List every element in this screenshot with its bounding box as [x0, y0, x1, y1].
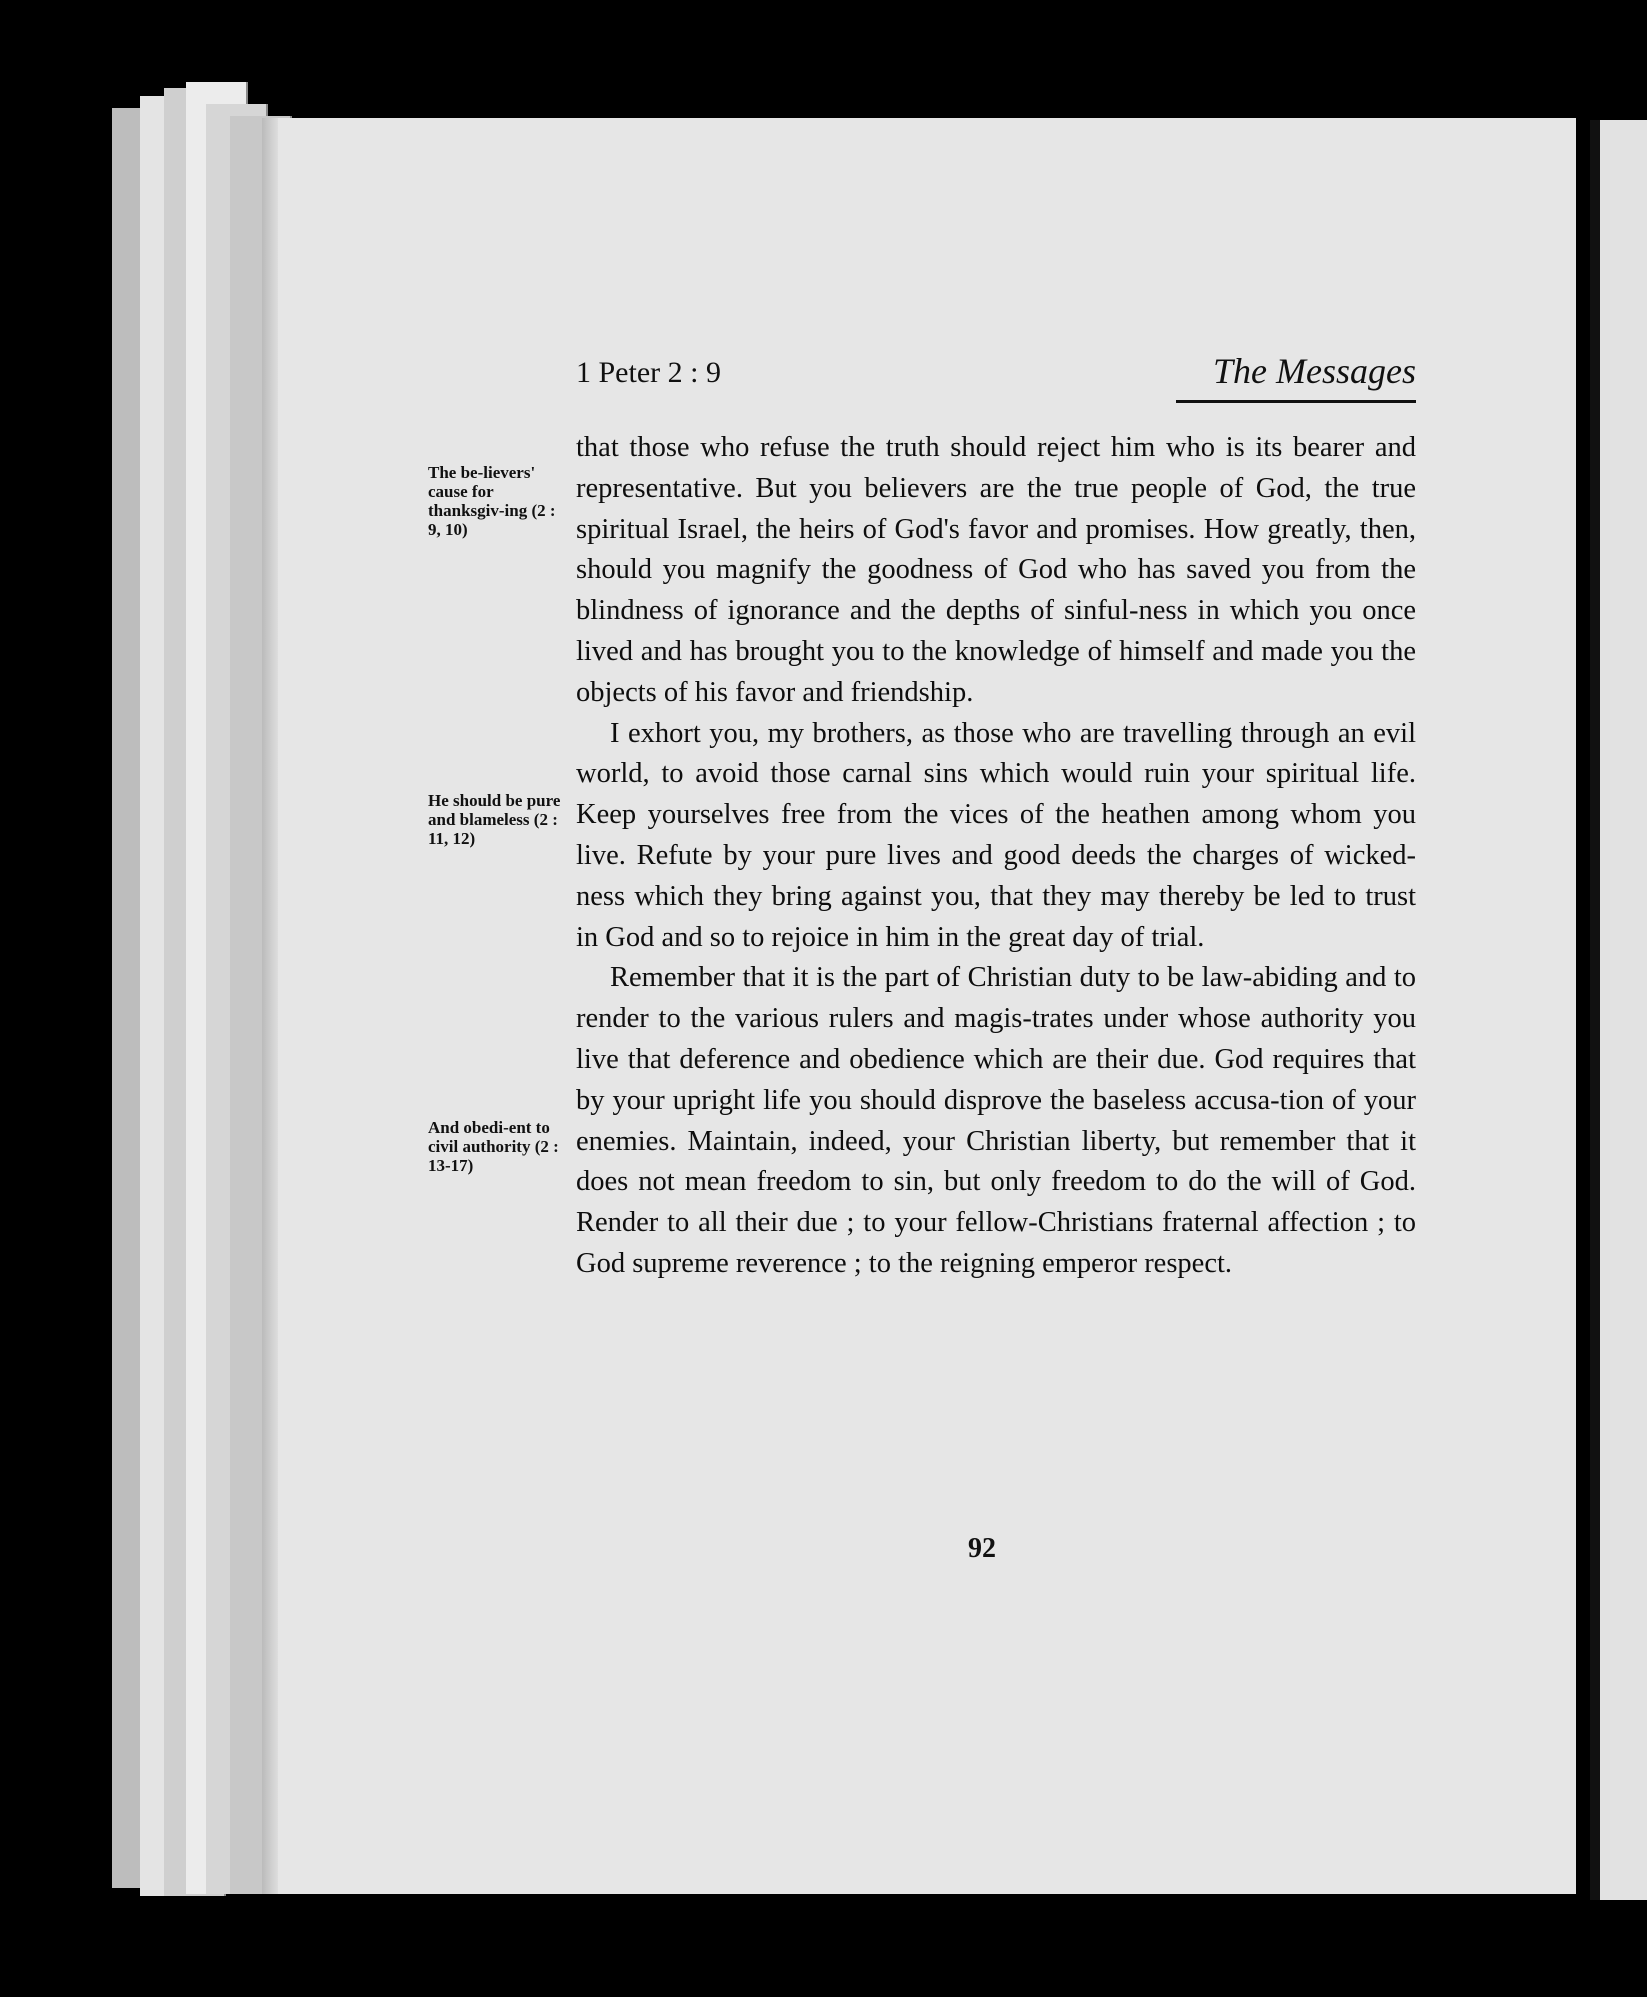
book-page [278, 118, 1576, 1894]
facing-page-edge [1590, 120, 1647, 1900]
body-text [576, 428, 1416, 1285]
margin-note: The be-lievers' cause for thanksgiv-ing (2 : 9, 10) [428, 463, 556, 539]
margin-note: And obedi-ent to civil authority (2 : 13-17) [428, 1118, 559, 1175]
page-number: 92 [968, 1533, 996, 1564]
paragraph: Remember that it is the part of Christian duty to be law-abiding and to render to the various rulers and magis-trates under whose authority you live that deference and obedience which are their due. God requires that by your upright life you should disprove the baseless accusa-tion of your enemies. Maintain, indeed, your Christian liberty, but remember that it does not mean freedom to sin, but only freedom to do the will of God. Render to all their due ; to your fellow-Christians fraternal affection ; to God supreme reverence ; to the reigning emperor respect. [576, 962, 1416, 1279]
paragraph: I exhort you, my brothers, as those who are travelling through an evil world, to avoid those carnal sins which would ruin your spiritual life. Keep yourselves free from the vices of the heathen among whom you live. Refute by your pure lives and good deeds the charges of wicked-ness which they bring against you, that they may thereby be led to trust in God and so to rejoice in him in the great day of trial. [576, 717, 1416, 953]
running-head-title: The Messages [1176, 350, 1416, 403]
paragraph: that those who refuse the truth should reject him who is its bearer and representative. But you believers are the true people of God, the true spiritual Israel, the heirs of God's favor and promises. How greatly, then, should you magnify the goodness of God who has saved you from the blindness of ignorance and the depths of sinful-ness in which you once lived and has brought you to the knowledge of himself and made you the objects of his favor and friendship. [576, 432, 1416, 708]
running-head-reference: 1 Peter 2 : 9 [576, 356, 721, 389]
running-head [576, 338, 1416, 398]
margin-note: He should be pure and blameless (2 : 11, 12) [428, 791, 561, 848]
